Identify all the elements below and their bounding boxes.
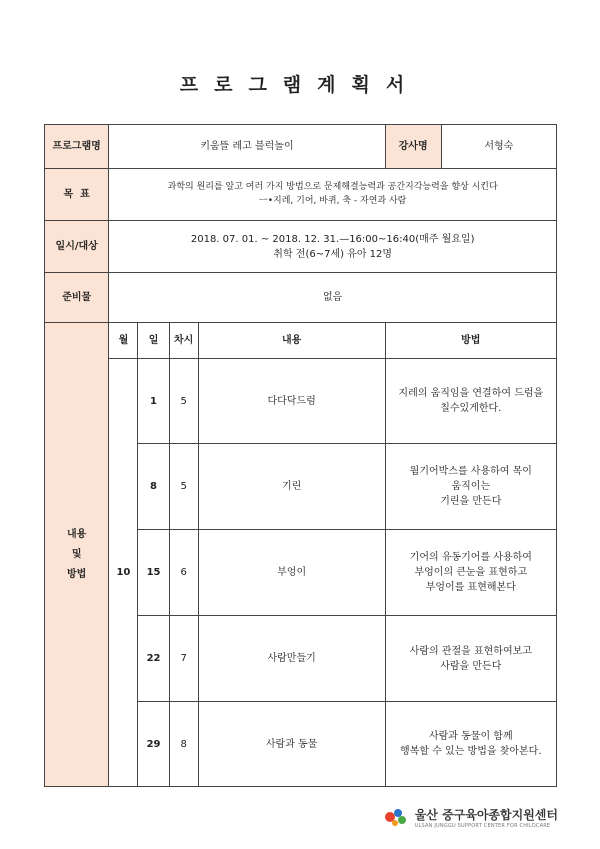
row-content: 사람과 동물 (198, 702, 385, 787)
header-method: 방법 (385, 323, 556, 359)
row-day: 8 (138, 444, 169, 530)
goal-cell (109, 169, 557, 221)
row-method (385, 530, 556, 616)
footer (383, 804, 558, 830)
org-logo-icon (383, 804, 409, 830)
header-content: 내용 (198, 323, 385, 359)
goal-line-2: ㅡ•지레, 기어, 바퀴, 축 - 자연과 사람 (259, 195, 407, 206)
goal-label: 목 표 (45, 169, 109, 221)
header-month: 월 (109, 323, 138, 359)
month-value: 10 (109, 359, 138, 787)
row-day: 22 (138, 616, 169, 702)
date-line-2: 취학 전(6~7세) 유아 12명 (273, 248, 393, 260)
row-method (385, 702, 556, 787)
header-session: 차시 (169, 323, 198, 359)
prep-value: 없음 (109, 273, 557, 323)
method-line: 지레의 움직임을 연결하여 드럼을 (398, 388, 544, 399)
method-line: 기어의 유동기어를 사용하여 (409, 552, 532, 563)
row-session: 6 (169, 530, 198, 616)
row-content: 다다닥드럼 (198, 359, 385, 444)
row-content: 부엉이 (198, 530, 385, 616)
date-line-1: 2018. 07. 01. ~ 2018. 12. 31.—16:00~16:40(매주 월요일) (190, 233, 475, 245)
method-line: 사람과 동물이 함께 (428, 731, 513, 742)
date-cell (109, 221, 557, 273)
prep-label: 준비물 (45, 273, 109, 323)
row-session: 7 (169, 616, 198, 702)
method-line: 부엉이의 큰눈을 표현하고 (414, 567, 528, 578)
page-title: 프로그램계획서 (179, 74, 421, 96)
row-session: 5 (169, 444, 198, 530)
row-day: 15 (138, 530, 169, 616)
method-line: 기린을 만든다 (440, 496, 502, 507)
section-label-3: 방법 (67, 568, 87, 580)
program-label: 프로그램명 (45, 125, 109, 169)
instructor-label: 강사명 (385, 125, 441, 169)
plan-table (44, 124, 557, 787)
section-label-1: 내용 (67, 528, 87, 540)
row-session: 5 (169, 359, 198, 444)
row-method (385, 359, 556, 444)
method-line: 사람을 만든다 (440, 660, 502, 672)
method-line: 부엉이를 표현해본다 (425, 582, 516, 593)
org-text (415, 806, 558, 829)
row-session: 8 (169, 702, 198, 787)
program-value: 키움뜰 레고 블럭놀이 (109, 125, 385, 169)
row-content: 사람만들기 (198, 616, 385, 702)
method-line: 행복할 수 있는 방법을 찾아본다. (400, 746, 542, 757)
header-day: 일 (138, 323, 169, 359)
method-line: 움직이는 (451, 481, 491, 492)
method-line: 웜기어박스를 사용하여 목이 (409, 466, 532, 477)
org-sub: ULSAN JUNGGU SUPPORT CENTER FOR CHILDCARE (414, 822, 551, 829)
row-day: 29 (138, 702, 169, 787)
instructor-value: 서형숙 (441, 125, 556, 169)
row-method (385, 616, 556, 702)
method-line: 사람의 관절을 표현하여보고 (409, 645, 532, 657)
row-day: 1 (138, 359, 169, 444)
section-label-2: 및 (71, 548, 82, 560)
section-label (45, 323, 109, 787)
org-name: 울산 중구육아종합지원센터 (414, 807, 558, 822)
row-content: 기린 (198, 444, 385, 530)
row-method (385, 444, 556, 530)
date-label: 일시/대상 (45, 221, 109, 273)
goal-line-1: 과학의 원리를 알고 여러 가지 방법으로 문제해결능력과 공간지각능력을 향상 시킨다 (167, 182, 498, 192)
method-line: 칠수있게한다. (440, 403, 502, 414)
